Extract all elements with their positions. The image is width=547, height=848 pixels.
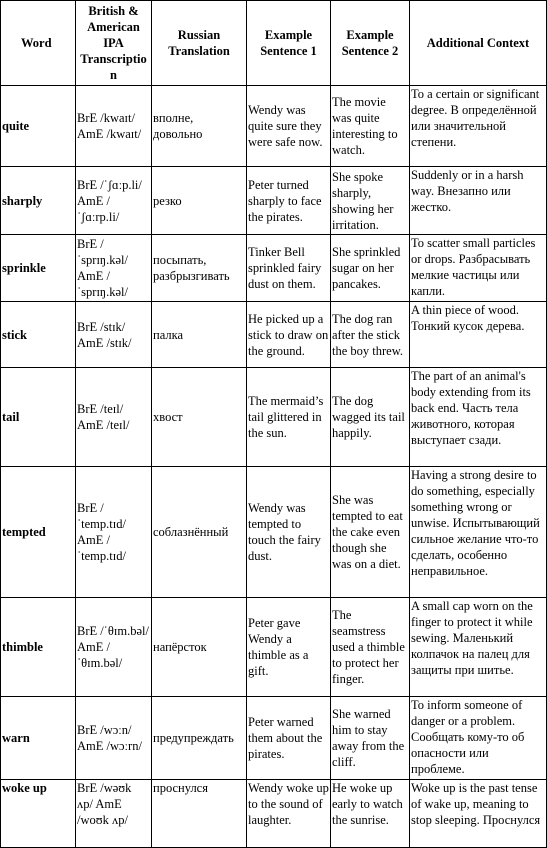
context-cell: A thin piece of wood. Тонкий кусок дерева.: [410, 302, 547, 368]
russian-cell: палка: [152, 302, 247, 368]
table-row: [1, 368, 547, 467]
header-example-1: Example Sentence 1: [247, 1, 331, 86]
context-cell: To inform someone of danger or a problem. Сообщать кому-то об опасности или проблеме.: [410, 697, 547, 780]
example-1-cell: Peter gave Wendy a thimble as a gift.: [247, 598, 331, 697]
example-1-cell: Peter warned them about the pirates.: [247, 697, 331, 780]
table-row: [1, 167, 547, 235]
word-cell: sprinkle: [1, 235, 76, 302]
word-cell: tail: [1, 368, 76, 467]
word-cell: woke up: [1, 780, 76, 848]
russian-cell: проснулся: [152, 780, 247, 848]
ipa-cell: BrE /wəʊk ʌp/ AmE /woʊk ʌp/: [76, 780, 152, 848]
table-row: [1, 467, 547, 598]
russian-cell: предупреждать: [152, 697, 247, 780]
table-row: [1, 302, 547, 368]
ipa-cell: BrE /ˈʃɑːp.li/ AmE /ˈʃɑːrp.li/: [76, 167, 152, 235]
header-russian: Russian Translation: [152, 1, 247, 86]
example-2-cell: The seamstress used a thimble to protect her finger.: [331, 598, 410, 697]
context-cell: Having a strong desire to do something, especially something wrong or unwise. Испытывающий сильное желание что-то сделать, особенно неправильное.: [410, 467, 547, 598]
header-word: Word: [1, 1, 76, 86]
russian-cell: посыпать, разбрызгивать: [152, 235, 247, 302]
example-2-cell: The movie was quite interesting to watch.: [331, 86, 410, 167]
example-1-cell: Wendy was tempted to touch the fairy dust.: [247, 467, 331, 598]
example-1-cell: Wendy was quite sure they were safe now.: [247, 86, 331, 167]
ipa-cell: BrE /teɪl/ AmE /teɪl/: [76, 368, 152, 467]
context-cell: The part of an animal's body extending from its back end. Часть тела животного, которая выступает сзади.: [410, 368, 547, 467]
example-2-cell: She was tempted to eat the cake even though she was on a diet.: [331, 467, 410, 598]
table-row: [1, 598, 547, 697]
example-1-cell: The mermaid’s tail glittered in the sun.: [247, 368, 331, 467]
context-cell: A small cap worn on the finger to protect it while sewing. Маленький колпачок на палец для защиты при шитье.: [410, 598, 547, 697]
example-2-cell: She sprinkled sugar on her pancakes.: [331, 235, 410, 302]
table-row: [1, 780, 547, 848]
russian-cell: вполне, довольно: [152, 86, 247, 167]
context-cell: Woke up is the past tense of wake up, meaning to stop sleeping. Проснулся: [410, 780, 547, 848]
word-cell: stick: [1, 302, 76, 368]
russian-cell: хвост: [152, 368, 247, 467]
russian-cell: напёрсток: [152, 598, 247, 697]
ipa-cell: BrE /kwaɪt/ AmE /kwaɪt/: [76, 86, 152, 167]
example-2-cell: She warned him to stay away from the cliff.: [331, 697, 410, 780]
example-1-cell: He picked up a stick to draw on the ground.: [247, 302, 331, 368]
context-cell: Suddenly or in a harsh way. Внезапно или жестко.: [410, 167, 547, 235]
russian-cell: резко: [152, 167, 247, 235]
word-cell: quite: [1, 86, 76, 167]
header-example-2: Example Sentence 2: [331, 1, 410, 86]
word-cell: thimble: [1, 598, 76, 697]
header-context: Additional Context: [410, 1, 547, 86]
example-2-cell: The dog wagged its tail happily.: [331, 368, 410, 467]
ipa-cell: BrE /ˈsprɪŋ.kəl/ AmE /ˈsprɪŋ.kəl/: [76, 235, 152, 302]
example-1-cell: Tinker Bell sprinkled fairy dust on them.: [247, 235, 331, 302]
word-cell: sharply: [1, 167, 76, 235]
russian-cell: соблазнённый: [152, 467, 247, 598]
table-row: [1, 86, 547, 167]
word-cell: warn: [1, 697, 76, 780]
table-row: [1, 697, 547, 780]
context-cell: To scatter small particles or drops. Разбрасывать мелкие частицы или капли.: [410, 235, 547, 302]
example-1-cell: Wendy woke up to the sound of laughter.: [247, 780, 331, 848]
example-2-cell: The dog ran after the stick the boy threw.: [331, 302, 410, 368]
word-cell: tempted: [1, 467, 76, 598]
ipa-cell: BrE /wɔːn/ AmE /wɔːrn/: [76, 697, 152, 780]
ipa-cell: BrE /stɪk/ AmE /stɪk/: [76, 302, 152, 368]
example-1-cell: Peter turned sharply to face the pirates.: [247, 167, 331, 235]
example-2-cell: He woke up early to watch the sunrise.: [331, 780, 410, 848]
table-row: [1, 235, 547, 302]
ipa-cell: BrE /ˈθɪm.bəl/ AmE /ˈθɪm.bəl/: [76, 598, 152, 697]
example-2-cell: She spoke sharply, showing her irritation.: [331, 167, 410, 235]
ipa-cell: BrE /ˈtemp.tɪd/ AmE /ˈtemp.tɪd/: [76, 467, 152, 598]
header-ipa: British & American IPA Transcription: [76, 1, 152, 86]
header-row: [1, 1, 547, 86]
context-cell: To a certain or significant degree. В определённой или значительной степени.: [410, 86, 547, 167]
